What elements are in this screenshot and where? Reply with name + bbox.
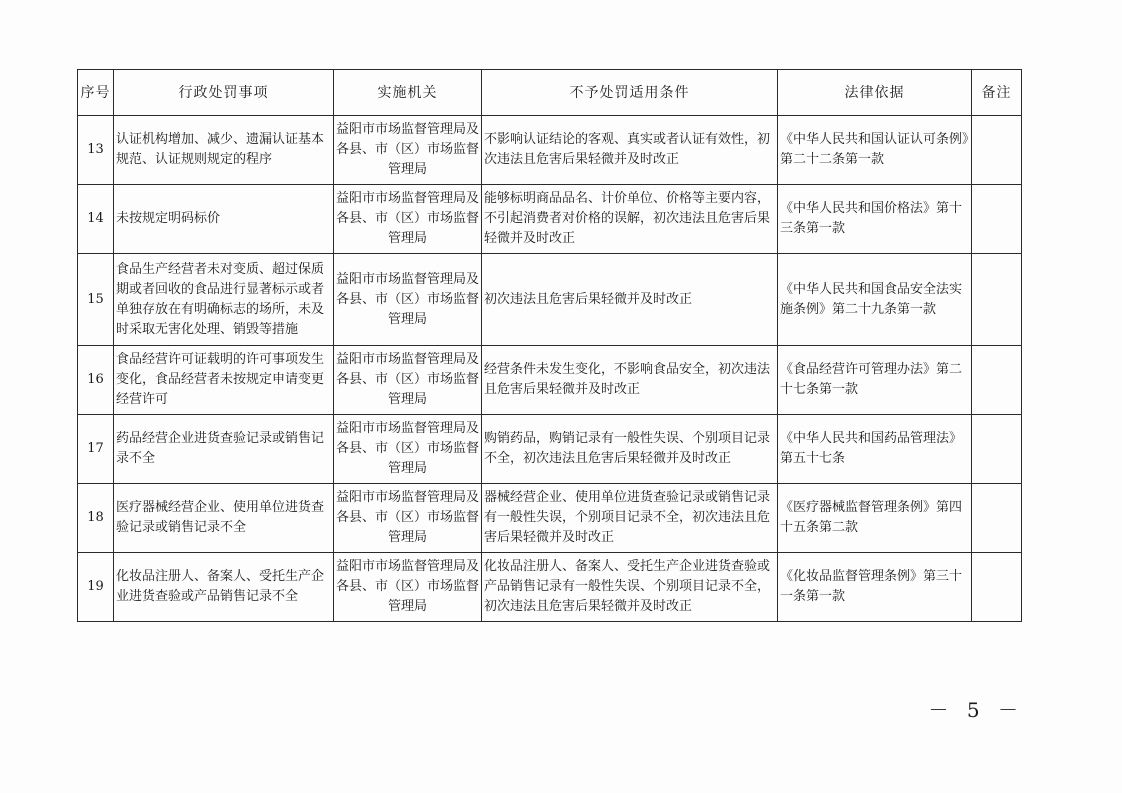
table-row (78, 254, 1022, 346)
cell-org: 益阳市市场监督管理局及各县、市（区）市场监督管理局 (334, 185, 482, 254)
cell-note (972, 185, 1022, 254)
table-row (78, 346, 1022, 415)
cell-no: 15 (78, 254, 114, 346)
header-no: 序号 (78, 70, 114, 116)
table-row (78, 185, 1022, 254)
cell-org: 益阳市市场监督管理局及各县、市（区）市场监督管理局 (334, 484, 482, 553)
table-header (78, 70, 1022, 116)
cell-law: 《中华人民共和国认证认可条例》第二十二条第一款 (778, 116, 972, 185)
header-note: 备注 (972, 70, 1022, 116)
cell-item: 认证机构增加、减少、遗漏认证基本规范、认证规则规定的程序 (114, 116, 334, 185)
cell-note (972, 116, 1022, 185)
header-law: 法律依据 (778, 70, 972, 116)
cell-note (972, 254, 1022, 346)
header-org: 实施机关 (334, 70, 482, 116)
cell-no: 16 (78, 346, 114, 415)
header-item: 行政处罚事项 (114, 70, 334, 116)
cell-org: 益阳市市场监督管理局及各县、市（区）市场监督管理局 (334, 254, 482, 346)
cell-note (972, 415, 1022, 484)
cell-law: 《化妆品监督管理条例》第三十一条第一款 (778, 553, 972, 622)
cell-no: 18 (78, 484, 114, 553)
cell-condition: 初次违法且危害后果轻微并及时改正 (482, 254, 778, 346)
table-body (78, 116, 1022, 622)
cell-no: 19 (78, 553, 114, 622)
cell-note (972, 484, 1022, 553)
cell-item: 化妆品注册人、备案人、受托生产企业进货查验或产品销售记录不全 (114, 553, 334, 622)
cell-no: 17 (78, 415, 114, 484)
cell-condition: 购销药品，购销记录有一般性失误、个别项目记录不全，初次违法且危害后果轻微并及时改正 (482, 415, 778, 484)
cell-law: 《食品经营许可管理办法》第二十七条第一款 (778, 346, 972, 415)
cell-law: 《医疗器械监督管理条例》第四十五条第二款 (778, 484, 972, 553)
cell-org: 益阳市市场监督管理局及各县、市（区）市场监督管理局 (334, 346, 482, 415)
cell-no: 14 (78, 185, 114, 254)
cell-item: 食品生产经营者未对变质、超过保质期或者回收的食品进行显著标示或者单独存放在有明确标志的场所，未及时采取无害化处理、销毁等措施 (114, 254, 334, 346)
header-condition: 不予处罚适用条件 (482, 70, 778, 116)
cell-condition: 器械经营企业、使用单位进货查验记录或销售记录有一般性失误，个别项目记录不全，初次违法且危害后果轻微并及时改正 (482, 484, 778, 553)
cell-law: 《中华人民共和国价格法》第十三条第一款 (778, 185, 972, 254)
cell-note (972, 553, 1022, 622)
table-row (78, 415, 1022, 484)
cell-org: 益阳市市场监督管理局及各县、市（区）市场监督管理局 (334, 553, 482, 622)
cell-item: 食品经营许可证载明的许可事项发生变化，食品经营者未按规定申请变更经营许可 (114, 346, 334, 415)
cell-law: 《中华人民共和国药品管理法》第五十七条 (778, 415, 972, 484)
cell-org: 益阳市市场监督管理局及各县、市（区）市场监督管理局 (334, 415, 482, 484)
cell-no: 13 (78, 116, 114, 185)
cell-condition: 能够标明商品品名、计价单位、价格等主要内容，不引起消费者对价格的误解，初次违法且危害后果轻微并及时改正 (482, 185, 778, 254)
header-row (78, 70, 1022, 116)
table-row (78, 553, 1022, 622)
cell-law: 《中华人民共和国食品安全法实施条例》第二十九条第一款 (778, 254, 972, 346)
cell-item: 药品经营企业进货查验记录或销售记录不全 (114, 415, 334, 484)
table-row (78, 484, 1022, 553)
page-number: － 5 － (928, 698, 1024, 722)
cell-condition: 化妆品注册人、备案人、受托生产企业进货查验或产品销售记录有一般性失误、个别项目记录不全，初次违法且危害后果轻微并及时改正 (482, 553, 778, 622)
cell-org: 益阳市市场监督管理局及各县、市（区）市场监督管理局 (334, 116, 482, 185)
penalty-exemption-table (77, 69, 1022, 622)
cell-item: 未按规定明码标价 (114, 185, 334, 254)
cell-condition: 经营条件未发生变化，不影响食品安全，初次违法且危害后果轻微并及时改正 (482, 346, 778, 415)
cell-note (972, 346, 1022, 415)
cell-condition: 不影响认证结论的客观、真实或者认证有效性，初次违法且危害后果轻微并及时改正 (482, 116, 778, 185)
table-row (78, 116, 1022, 185)
cell-item: 医疗器械经营企业、使用单位进货查验记录或销售记录不全 (114, 484, 334, 553)
